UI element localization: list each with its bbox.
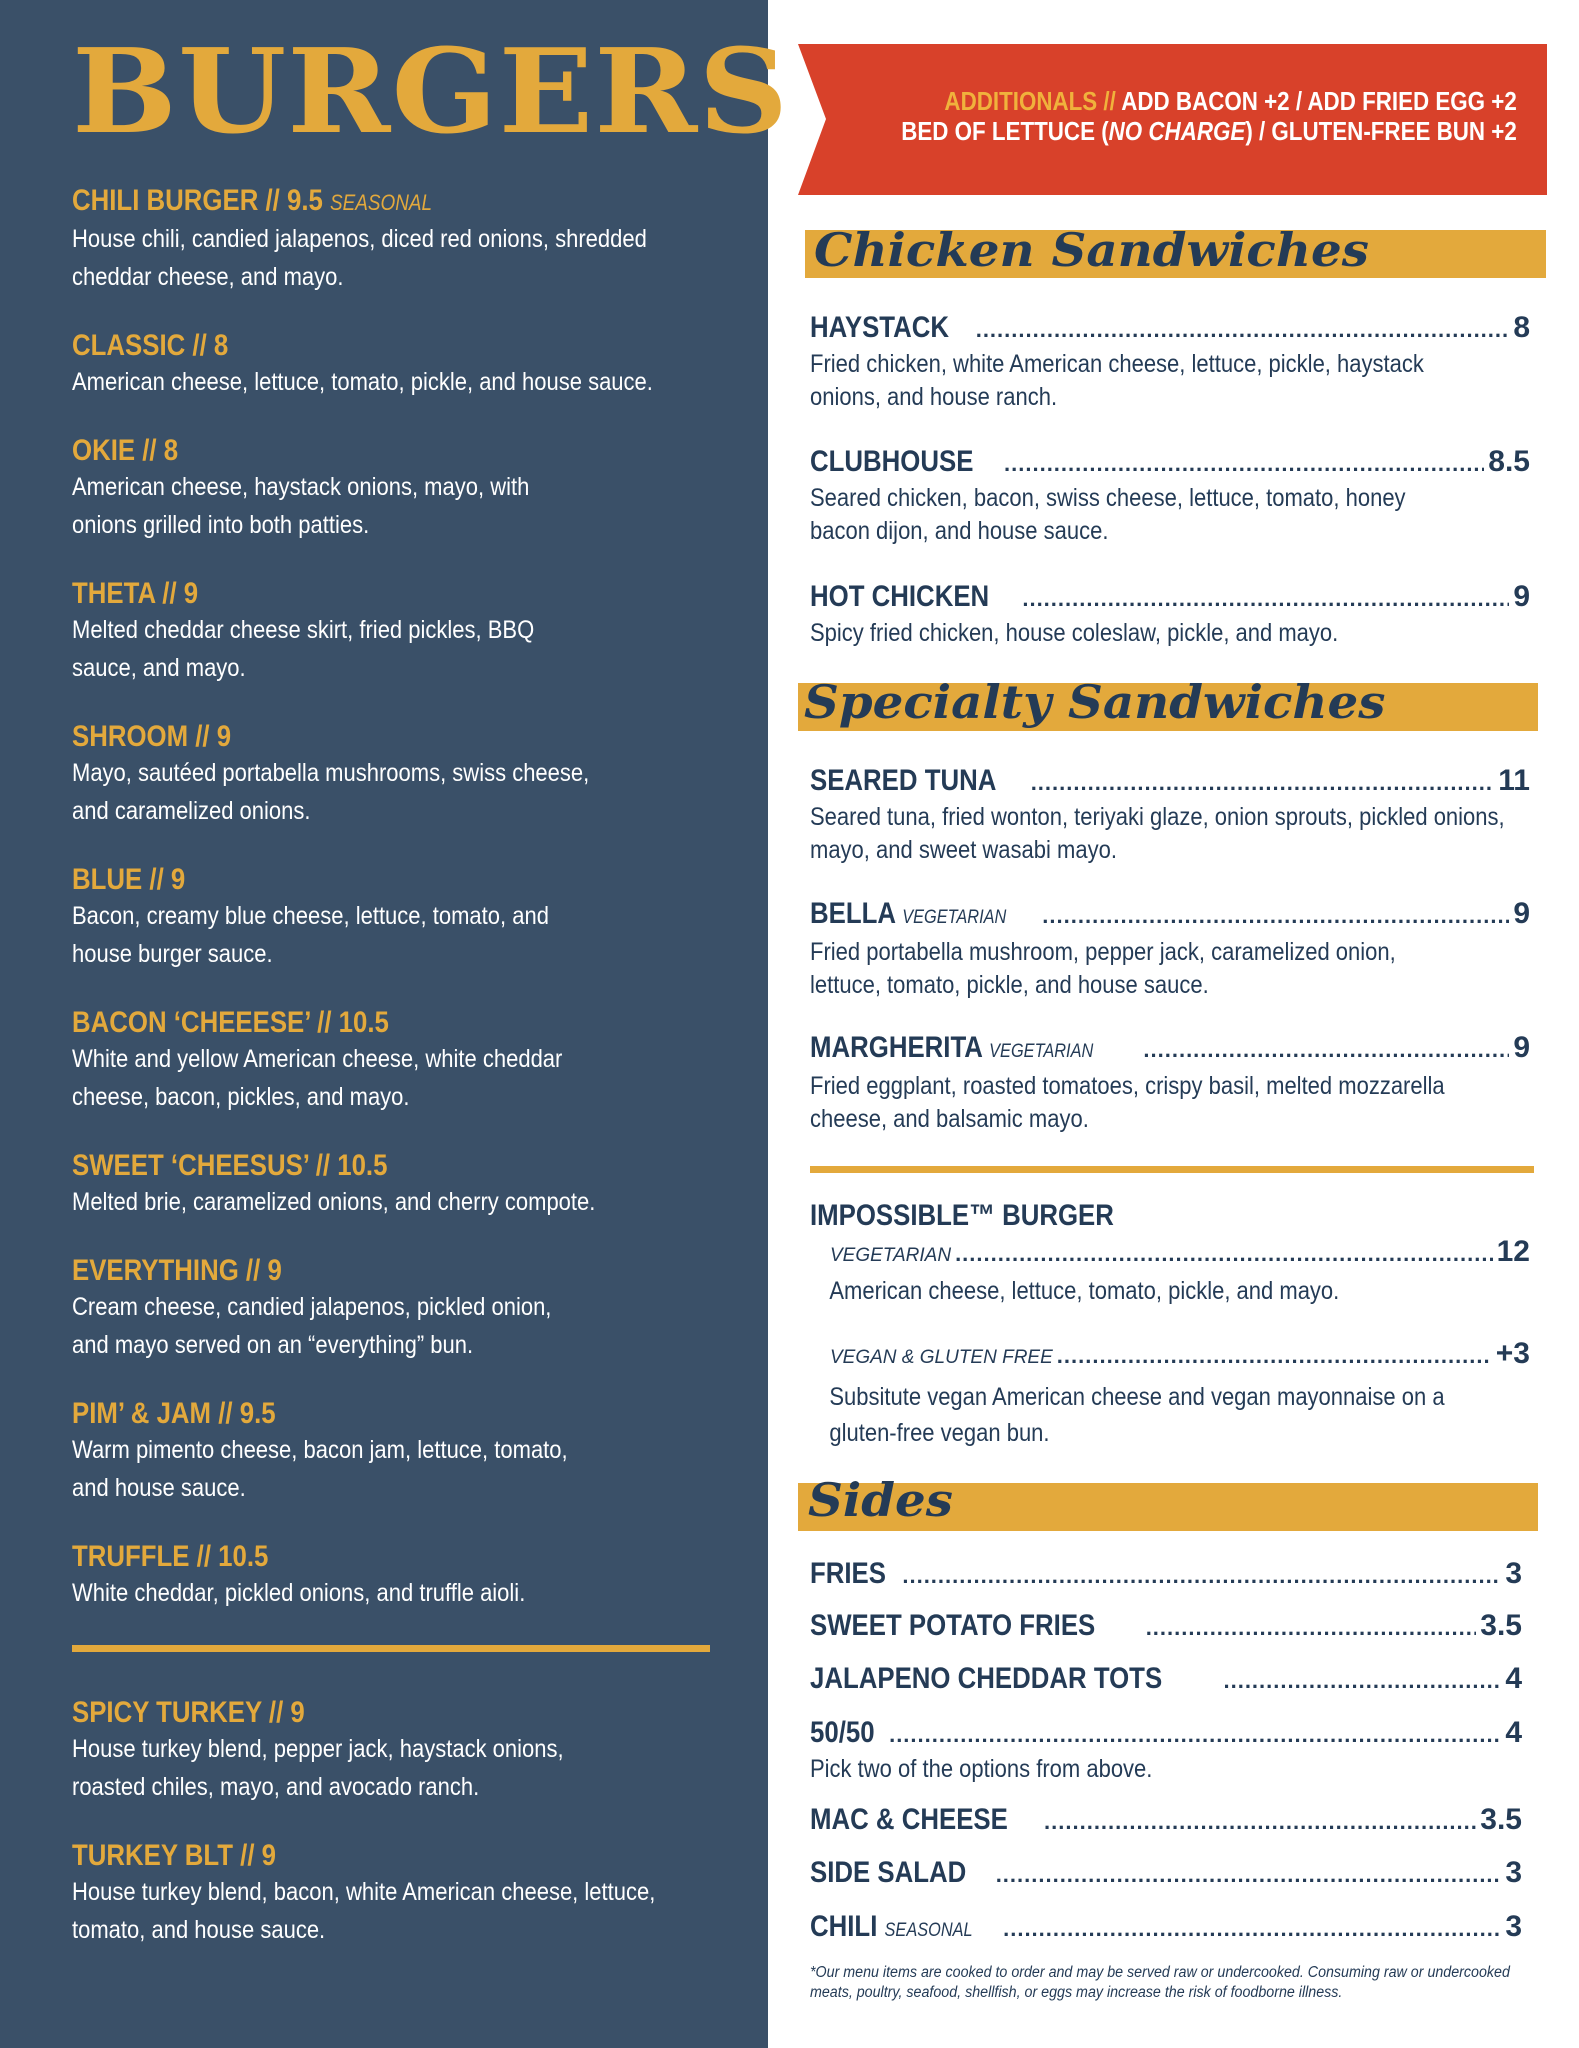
item-tag: VEGETARIAN <box>830 1245 952 1266</box>
menu-item <box>72 329 722 401</box>
item-price: 3.5 <box>1480 1609 1522 1642</box>
menu-item <box>72 577 722 687</box>
menu-item <box>810 310 1530 414</box>
item-price: 12 <box>1496 1235 1530 1268</box>
side-item <box>810 1661 1522 1699</box>
item-description: Seared tuna, fried wonton, teriyaki glaze, onion sprouts, pickled onions, mayo, and sweet wasabi mayo. <box>810 803 1505 864</box>
side-item <box>810 1802 1522 1840</box>
item-name: BELLA <box>810 897 896 930</box>
item-name: SEARED TUNA <box>810 764 997 797</box>
item-name: BLUE // 9 <box>72 863 186 896</box>
item-name: SPICY TURKEY // 9 <box>72 1696 305 1729</box>
item-description: Spicy fried chicken, house coleslaw, pickle, and mayo. <box>810 619 1339 647</box>
item-description: Seared chicken, bacon, swiss cheese, lettuce, tomato, honey bacon dijon, and house sauce. <box>810 484 1406 545</box>
additionals-no-charge: NO CHARGE <box>1108 116 1246 146</box>
item-description: Bacon, creamy blue cheese, lettuce, tomato, and house burger sauce. <box>72 902 549 968</box>
item-name: MAC & CHEESE <box>810 1803 1008 1836</box>
item-name: CLUBHOUSE <box>810 445 974 478</box>
item-name: TURKEY BLT // 9 <box>72 1839 277 1872</box>
item-name: OKIE // 8 <box>72 434 179 467</box>
item-description: American cheese, haystack onions, mayo, with onions grilled into both patties. <box>72 473 530 539</box>
item-price: +3 <box>1495 1337 1530 1370</box>
menu-item <box>72 1397 722 1507</box>
item-price: 8.5 <box>1488 445 1530 478</box>
item-tag: SEASONAL <box>330 190 433 215</box>
section-divider <box>72 1645 710 1652</box>
menu-item <box>72 434 722 544</box>
item-name: CHILI <box>810 1910 878 1943</box>
sandwiches-panel <box>768 0 1579 2048</box>
item-price: 11 <box>1498 764 1530 797</box>
item-price: 3 <box>1505 1856 1522 1889</box>
item-description: Warm pimento cheese, bacon jam, lettuce, tomato, and house sauce. <box>72 1436 568 1502</box>
item-price: 4 <box>1505 1716 1522 1749</box>
item-description: Fried portabella mushroom, pepper jack, caramelized onion, lettuce, tomato, pickle, and house sauce. <box>810 938 1396 999</box>
additionals-label: ADDITIONALS // <box>944 86 1117 116</box>
item-name: MARGHERITA <box>810 1031 982 1064</box>
item-tag: VEGETARIAN <box>989 1041 1094 1062</box>
item-name: CLASSIC // 8 <box>72 329 229 362</box>
menu-item <box>72 863 722 973</box>
menu-item <box>810 579 1530 650</box>
menu-item <box>72 1006 722 1116</box>
item-description: Cream cheese, candied jalapenos, pickled onion, and mayo served on an “everything” bun. <box>72 1293 552 1359</box>
additionals-line2-a: BED OF LETTUCE ( <box>901 116 1109 146</box>
section-title-specialty: Specialty Sandwiches <box>804 675 1386 729</box>
item-price: 9 <box>1513 580 1530 613</box>
item-description: Subsitute vegan American cheese and vegan mayonnaise on a gluten-free vegan bun. <box>829 1383 1445 1447</box>
item-description: White and yellow American cheese, white cheddar cheese, bacon, pickles, and mayo. <box>72 1045 563 1111</box>
item-description: American cheese, lettuce, tomato, pickle, and mayo. <box>829 1277 1340 1305</box>
item-name: 50/50 <box>810 1716 875 1749</box>
item-description: Mayo, sautéed portabella mushrooms, swiss cheese, and caramelized onions. <box>72 759 590 825</box>
item-description: American cheese, lettuce, tomato, pickle, and house sauce. <box>72 368 653 396</box>
side-item <box>810 1556 1522 1594</box>
item-description: Melted cheddar cheese skirt, fried pickles, BBQ sauce, and mayo. <box>72 616 535 682</box>
item-price: 3.5 <box>1480 1803 1522 1836</box>
item-description: Fried chicken, white American cheese, lettuce, pickle, haystack onions, and house ranch. <box>810 350 1424 411</box>
item-name: SWEET POTATO FRIES <box>810 1609 1096 1642</box>
menu-item <box>810 444 1530 548</box>
side-item <box>810 1715 1522 1786</box>
menu-item <box>810 896 1530 1002</box>
item-price: 3 <box>1505 1910 1522 1943</box>
section-title-sides: Sides <box>808 1473 953 1527</box>
item-name: SHROOM // 9 <box>72 720 232 753</box>
section-title-chicken: Chicken Sandwiches <box>814 223 1369 277</box>
item-tag: VEGAN & GLUTEN FREE <box>830 1347 1053 1368</box>
item-name: PIM’ & JAM // 9.5 <box>72 1397 276 1430</box>
item-name: EVERYTHING // 9 <box>72 1254 282 1287</box>
side-item <box>810 1608 1522 1646</box>
menu-item <box>72 1839 722 1949</box>
menu-item <box>810 763 1530 867</box>
item-name: FRIES <box>810 1557 886 1590</box>
item-description: Melted brie, caramelized onions, and cherry compote. <box>72 1188 596 1216</box>
item-name: CHILI BURGER // 9.5 <box>72 184 323 217</box>
item-price: 9 <box>1513 1031 1530 1064</box>
item-description: Fried eggplant, roasted tomatoes, crispy basil, melted mozzarella cheese, and balsamic mayo. <box>810 1072 1445 1133</box>
menu-item <box>72 184 722 296</box>
item-description: White cheddar, pickled onions, and truffle aioli. <box>72 1579 526 1607</box>
item-price: 9 <box>1513 897 1530 930</box>
item-tag: SEASONAL <box>884 1920 973 1941</box>
menu-item <box>72 1696 722 1806</box>
burgers-title: BURGERS <box>72 24 790 160</box>
item-price: 4 <box>1505 1662 1522 1695</box>
item-name: HAYSTACK <box>810 311 950 344</box>
item-name: BACON ‘CHEEESE’ // 10.5 <box>72 1006 389 1039</box>
impossible-burger <box>810 1198 1530 1451</box>
item-name: THETA // 9 <box>72 577 199 610</box>
item-description: House turkey blend, pepper jack, haystack onions, roasted chiles, mayo, and avocado ranch. <box>72 1735 564 1801</box>
item-name: IMPOSSIBLE™ BURGER <box>810 1199 1114 1232</box>
item-name: SIDE SALAD <box>810 1856 967 1889</box>
side-item <box>810 1855 1522 1893</box>
menu-item <box>72 1540 722 1612</box>
menu-item <box>72 1149 722 1221</box>
item-description: House chili, candied jalapenos, diced red onions, shredded cheddar cheese, and mayo. <box>72 225 647 291</box>
item-tag: VEGETARIAN <box>902 907 1007 928</box>
item-name: HOT CHICKEN <box>810 580 990 613</box>
additionals-line1: ADD BACON +2 / ADD FRIED EGG +2 <box>1121 86 1517 116</box>
item-description: Pick two of the options from above. <box>810 1755 1153 1783</box>
item-name: TRUFFLE // 10.5 <box>72 1540 269 1573</box>
item-name: SWEET ‘CHEESUS’ // 10.5 <box>72 1149 388 1182</box>
menu-item <box>810 1030 1530 1136</box>
side-item <box>810 1909 1522 1949</box>
menu-item <box>72 1254 722 1364</box>
item-price: 3 <box>1505 1557 1522 1590</box>
item-price: 8 <box>1513 311 1530 344</box>
section-divider <box>810 1166 1534 1173</box>
item-description: House turkey blend, bacon, white American cheese, lettuce, tomato, and house sauce. <box>72 1878 656 1944</box>
additionals-banner <box>798 44 1547 195</box>
food-safety-footnote: *Our menu items are cooked to order and may be served raw or undercooked. Consuming raw or undercooked meats, poultry, seafood, shellfish, or eggs may increase the risk of foodborne illness. <box>810 1964 1510 2001</box>
additionals-line2-c: ) / GLUTEN-FREE BUN +2 <box>1245 116 1517 146</box>
menu-item <box>72 720 722 830</box>
item-name: JALAPENO CHEDDAR TOTS <box>810 1662 1163 1695</box>
